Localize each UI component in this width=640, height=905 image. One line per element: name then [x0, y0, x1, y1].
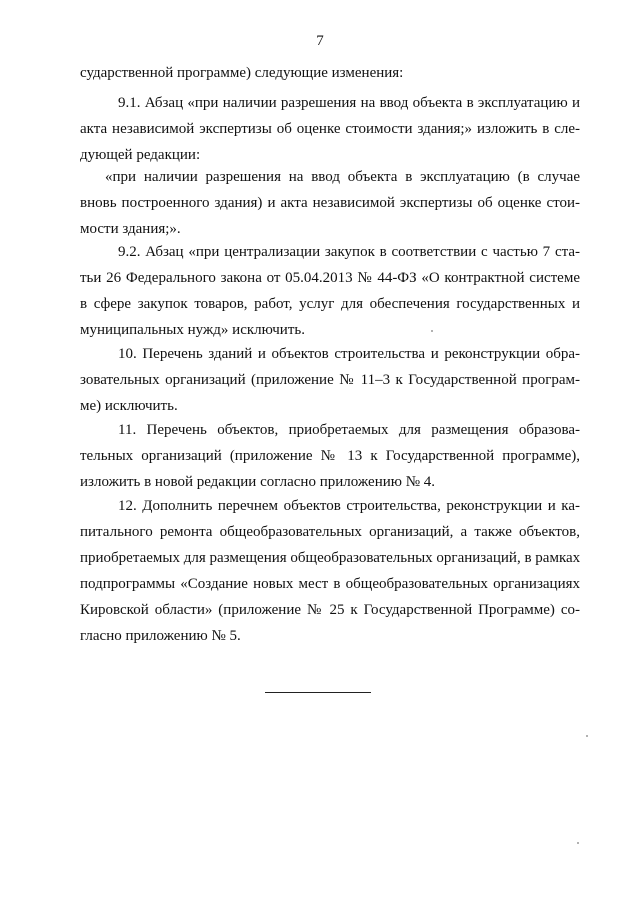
text-line: 12. Дополнить перечнем объектов строительства, реконструкции и ка-: [118, 498, 580, 514]
text-line: мости здания;».: [80, 221, 181, 237]
page-number: 7: [316, 33, 324, 49]
text-line: тельных организаций (приложение № 13 к Государственной программе),: [80, 448, 580, 464]
text-line: «при наличии разрешения на ввод объекта в эксплуатацию (в случае: [105, 169, 580, 185]
text-line: питального ремонта общеобразовательных организаций, а также объектов,: [80, 524, 580, 540]
text-line: дующей редакции:: [80, 147, 201, 163]
text-line: 10. Перечень зданий и объектов строительства и реконструкции обра-: [118, 346, 580, 362]
paragraph-9-2: [80, 239, 580, 343]
scan-speck: [431, 330, 433, 332]
paragraph-10: [80, 341, 580, 419]
scan-speck: [586, 735, 588, 737]
text-line: подпрограммы «Создание новых мест в общеобразовательных организациях: [80, 576, 580, 592]
text-line: гласно приложению № 5.: [80, 628, 241, 644]
text-line: ме) исключить.: [80, 398, 178, 414]
text-line: Кировской области» (приложение № 25 к Государственной Программе) со-: [80, 602, 580, 618]
text-line: 11. Перечень объектов, приобретаемых для размещения образова-: [118, 422, 580, 438]
text-line: акта независимой экспертизы об оценке стоимости здания;» изложить в сле-: [80, 121, 580, 137]
text-line: муниципальных нужд» исключить.: [80, 322, 305, 338]
closing-divider-line: [265, 692, 371, 693]
text-line: зовательных организаций (приложение № 11–3 к Государственной програм-: [80, 372, 580, 388]
text-line: 9.2. Абзац «при централизации закупок в соответствии с частью 7 ста-: [118, 244, 580, 260]
paragraph-12: [80, 493, 580, 649]
text-line: 9.1. Абзац «при наличии разрешения на ввод объекта в эксплуатацию и: [118, 95, 580, 111]
text-line: тьи 26 Федерального закона от 05.04.2013 № 44-ФЗ «О контрактной системе: [80, 270, 580, 286]
text-line: в сфере закупок товаров, работ, услуг для обеспечения государственных и: [80, 296, 580, 312]
text-line: изложить в новой редакции согласно приложению № 4.: [80, 474, 436, 490]
text-line: вновь построенного здания) и акта независимой экспертизы об оценке стои-: [80, 195, 580, 211]
paragraph-quoted-text: [80, 164, 580, 242]
text-line: сударственной программе) следующие изменения:: [80, 65, 404, 81]
scan-speck: [577, 842, 579, 844]
text-line: приобретаемых для размещения общеобразовательных организаций, в рамках: [80, 550, 581, 566]
paragraph-intro: [80, 60, 580, 86]
paragraph-9-1: [80, 90, 580, 168]
paragraph-11: [80, 417, 580, 495]
